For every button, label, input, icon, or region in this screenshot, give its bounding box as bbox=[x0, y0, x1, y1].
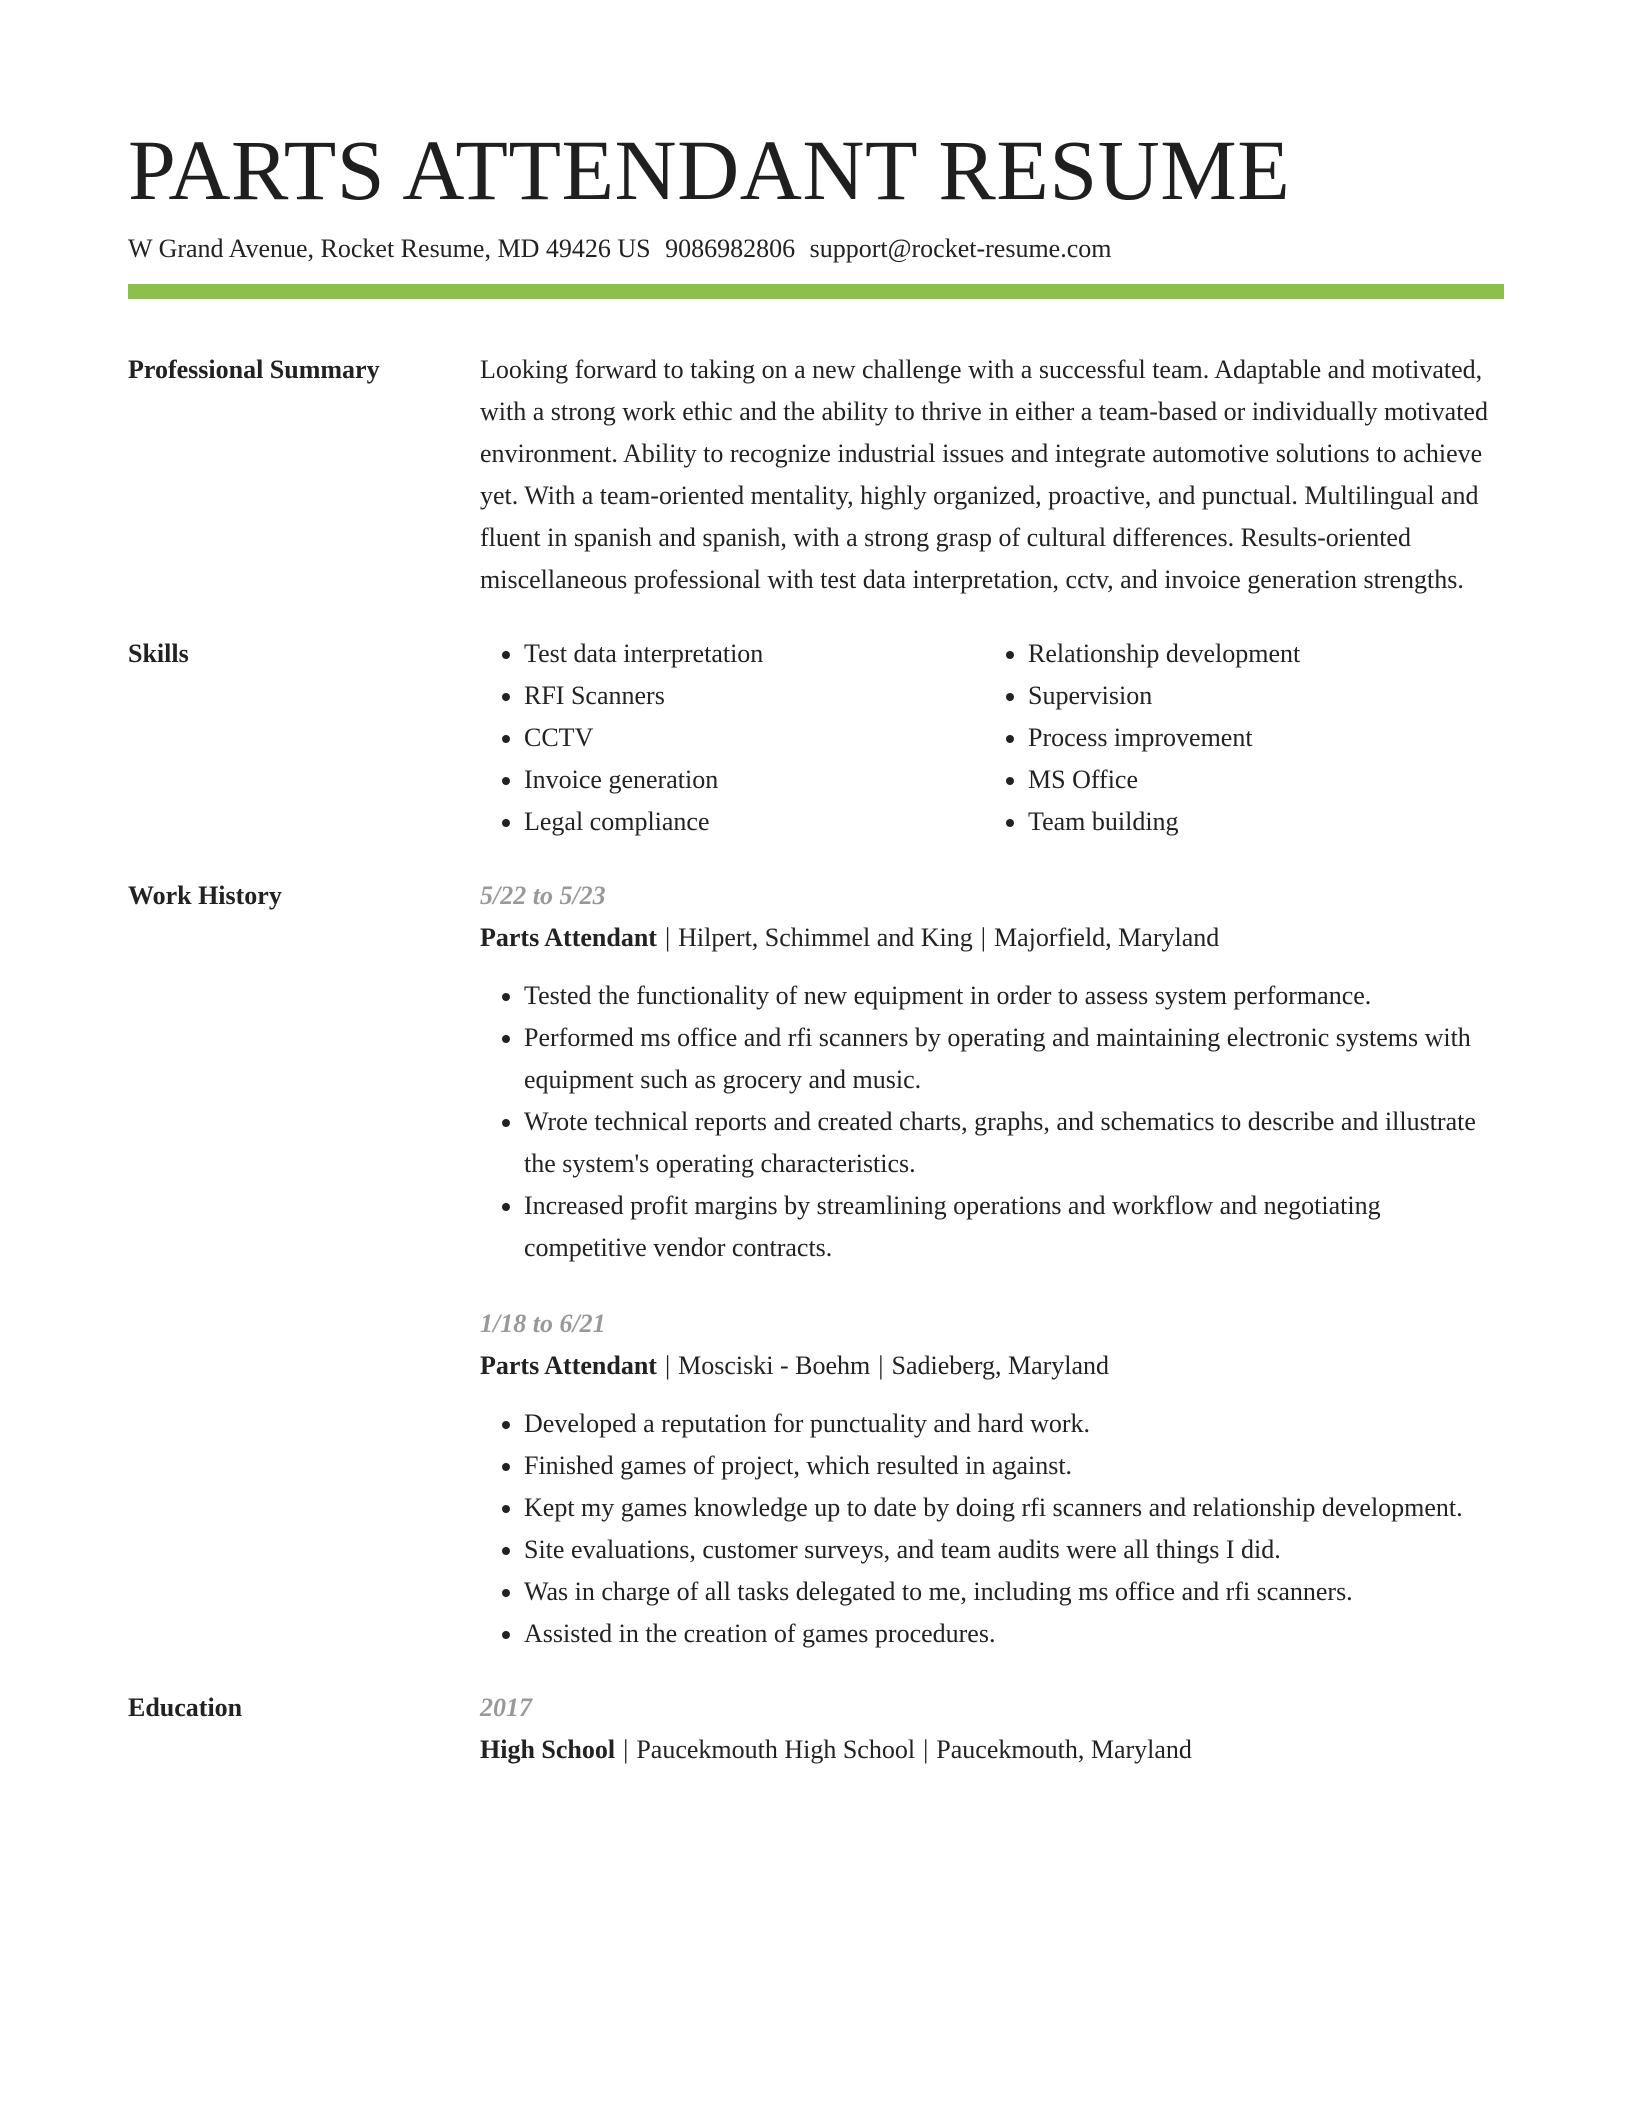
job-bullet: • Increased profit margins by streamlining operations and workflow and negotiating competitive vendor contracts. bbox=[524, 1185, 1504, 1269]
section-label-summary: Professional Summary bbox=[128, 355, 380, 384]
skill-item: • Test data interpretation bbox=[524, 633, 984, 675]
job-title: Parts Attendant bbox=[480, 923, 657, 952]
skill-item: • Invoice generation bbox=[524, 759, 984, 801]
skill-item: • Team building bbox=[1028, 801, 1488, 843]
skill-item: • RFI Scanners bbox=[524, 675, 984, 717]
job-company: Mosciski - Boehm bbox=[678, 1351, 871, 1380]
section-label-education: Education bbox=[128, 1693, 243, 1722]
job-bullet: • Was in charge of all tasks delegated to me, including ms office and rfi scanners. bbox=[524, 1571, 1504, 1613]
job-title: Parts Attendant bbox=[480, 1351, 657, 1380]
job-bullet: • Developed a reputation for punctuality and hard work. bbox=[524, 1403, 1504, 1445]
skill-item: • Relationship development bbox=[1028, 633, 1488, 675]
education-body bbox=[480, 1687, 1504, 1771]
job-heading: Parts Attendant | Hilpert, Schimmel and King | Majorfield, Maryland bbox=[480, 923, 1220, 952]
education-heading: High School | Paucekmouth High School | Paucekmouth, Maryland bbox=[480, 1735, 1192, 1764]
phone: 9086982806 bbox=[665, 234, 796, 263]
job-entry bbox=[480, 1303, 1504, 1655]
skills-list-right bbox=[984, 633, 1488, 843]
education-section bbox=[128, 1687, 1504, 1771]
job-bullet: • Performed ms office and rfi scanners by operating and maintaining electronic systems with equipment such as grocery and music. bbox=[524, 1017, 1504, 1101]
accent-divider bbox=[128, 284, 1504, 299]
education-location: Paucekmouth, Maryland bbox=[936, 1735, 1192, 1764]
job-location: Sadieberg, Maryland bbox=[891, 1351, 1110, 1380]
skill-item: • CCTV bbox=[524, 717, 984, 759]
section-label-work: Work History bbox=[128, 881, 282, 910]
job-heading: Parts Attendant | Mosciski - Boehm | Sadieberg, Maryland bbox=[480, 1351, 1110, 1380]
skill-item: • Legal compliance bbox=[524, 801, 984, 843]
job-bullet: • Tested the functionality of new equipment in order to assess system performance. bbox=[524, 975, 1504, 1017]
job-company: Hilpert, Schimmel and King bbox=[678, 923, 973, 952]
job-entry bbox=[480, 875, 1504, 1269]
summary-section bbox=[128, 349, 1504, 601]
job-bullets bbox=[480, 1403, 1504, 1655]
address: W Grand Avenue, Rocket Resume, MD 49426 US bbox=[128, 234, 651, 263]
job-bullet: • Assisted in the creation of games procedures. bbox=[524, 1613, 1504, 1655]
job-bullet: • Kept my games knowledge up to date by doing rfi scanners and relationship development. bbox=[524, 1487, 1504, 1529]
job-dates: 1/18 to 6/21 bbox=[480, 1309, 606, 1338]
job-bullet: • Finished games of project, which resulted in against. bbox=[524, 1445, 1504, 1487]
job-dates: 5/22 to 5/23 bbox=[480, 881, 606, 910]
summary-text: Looking forward to taking on a new challenge with a successful team. Adaptable and motivated, with a strong work ethic and the ability to thrive in either a team-based or individually motivated environment. Ability to recognize industrial issues and integrate automotive solutions to achieve yet. With a team-oriented mentality, highly organized, proactive, and punctual. Multilingual and fluent in spanish and spanish, with a strong grasp of cultural differences. Results-oriented miscellaneous professional with test data interpretation, cctv, and invoice generation strengths. bbox=[480, 355, 1488, 594]
work-history-body bbox=[480, 875, 1504, 1655]
skill-item: • Process improvement bbox=[1028, 717, 1488, 759]
skills-columns bbox=[480, 633, 1504, 843]
section-label-skills: Skills bbox=[128, 639, 189, 668]
resume-page bbox=[128, 120, 1504, 1771]
education-year: 2017 bbox=[480, 1693, 532, 1722]
skills-section bbox=[128, 633, 1504, 843]
skills-list-left bbox=[480, 633, 984, 843]
skill-item: • MS Office bbox=[1028, 759, 1488, 801]
job-bullet: • Wrote technical reports and created charts, graphs, and schematics to describe and illustrate the system's operating characteristics. bbox=[524, 1101, 1504, 1185]
job-bullets bbox=[480, 975, 1504, 1269]
contact-line bbox=[128, 232, 1504, 266]
job-bullet: • Site evaluations, customer surveys, and team audits were all things I did. bbox=[524, 1529, 1504, 1571]
work-history-section bbox=[128, 875, 1504, 1655]
email: support@rocket-resume.com bbox=[809, 234, 1112, 263]
resume-title: PARTS ATTENDANT RESUME bbox=[128, 122, 1291, 218]
education-degree: High School bbox=[480, 1735, 616, 1764]
education-school: Paucekmouth High School bbox=[636, 1735, 916, 1764]
job-location: Majorfield, Maryland bbox=[994, 923, 1220, 952]
skill-item: • Supervision bbox=[1028, 675, 1488, 717]
